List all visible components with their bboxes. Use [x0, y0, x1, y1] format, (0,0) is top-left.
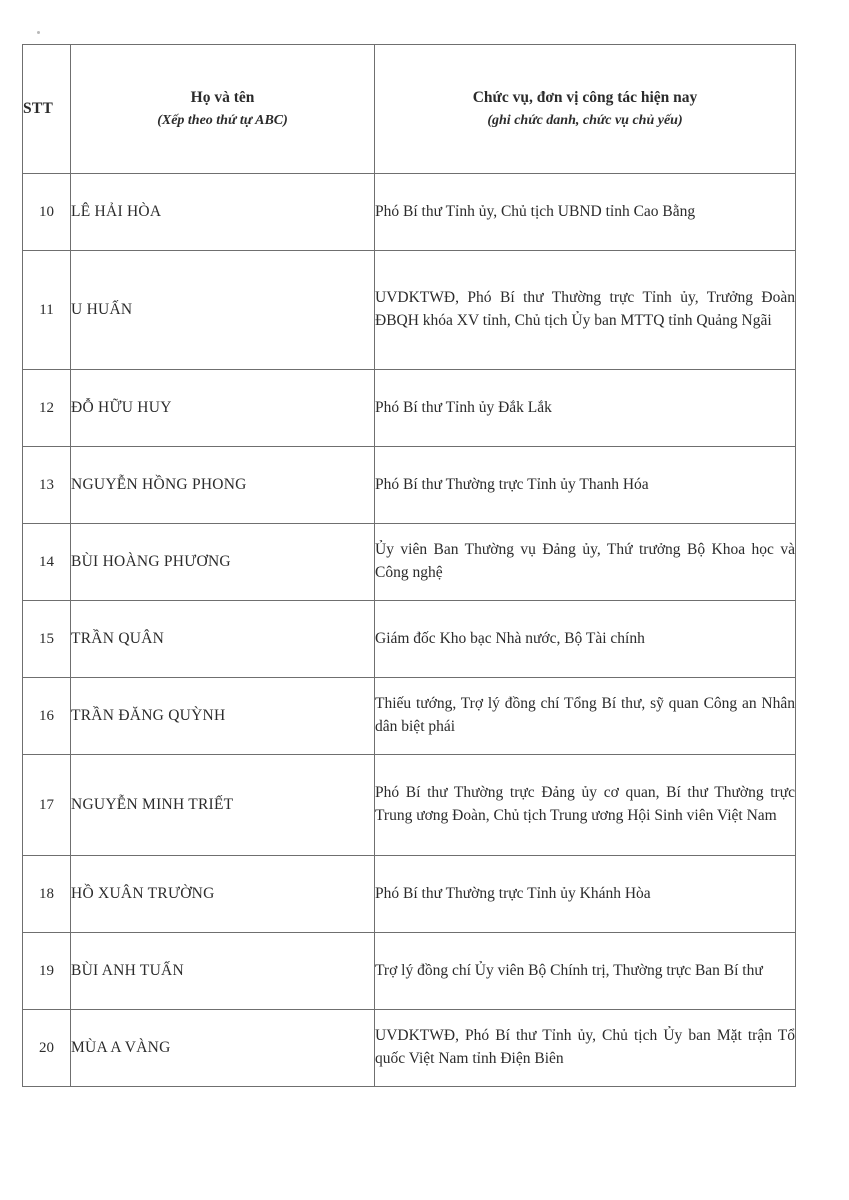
row-position: Thiếu tướng, Trợ lý đồng chí Tổng Bí thư, sỹ quan Công an Nhân dân biệt phái [375, 678, 796, 755]
table-row [23, 524, 796, 601]
row-position: Phó Bí thư Tỉnh ủy Đắk Lắk [375, 370, 796, 447]
row-name: BÙI HOÀNG PHƯƠNG [71, 524, 375, 601]
row-index: 10 [23, 174, 71, 251]
row-name: U HUẤN [71, 251, 375, 370]
column-header-name-title: Họ và tên [190, 88, 255, 106]
row-index: 11 [23, 251, 71, 370]
row-index: 16 [23, 678, 71, 755]
header-row [23, 45, 796, 174]
row-name: LÊ HẢI HÒA [71, 174, 375, 251]
row-name: NGUYỄN MINH TRIẾT [71, 755, 375, 856]
row-position: Trợ lý đồng chí Ủy viên Bộ Chính trị, Thường trực Ban Bí thư [375, 933, 796, 1010]
table-row [23, 933, 796, 1010]
table-row [23, 856, 796, 933]
row-position: UVDKTWĐ, Phó Bí thư Tỉnh ủy, Chủ tịch Ủy ban Mặt trận Tổ quốc Việt Nam tỉnh Điện Biên [375, 1010, 796, 1087]
column-header-name [71, 45, 375, 174]
row-index: 18 [23, 856, 71, 933]
table-row [23, 370, 796, 447]
row-index: 19 [23, 933, 71, 1010]
row-name: ĐỖ HỮU HUY [71, 370, 375, 447]
row-index: 13 [23, 447, 71, 524]
column-header-position-title: Chức vụ, đơn vị công tác hiện nay [472, 88, 698, 106]
row-name: TRẦN ĐĂNG QUỲNH [71, 678, 375, 755]
table-row [23, 251, 796, 370]
personnel-table [22, 44, 796, 1087]
table-row [23, 755, 796, 856]
row-position: Giám đốc Kho bạc Nhà nước, Bộ Tài chính [375, 601, 796, 678]
row-index: 12 [23, 370, 71, 447]
column-header-name-subtitle: (Xếp theo thứ tự ABC) [157, 112, 288, 128]
row-position: Phó Bí thư Thường trực Đảng ủy cơ quan, Bí thư Thường trực Trung ương Đoàn, Chủ tịch Trung ương Hội Sinh viên Việt Nam [375, 755, 796, 856]
table-row [23, 447, 796, 524]
row-index: 20 [23, 1010, 71, 1087]
row-position: Phó Bí thư Tỉnh ủy, Chủ tịch UBND tỉnh Cao Bằng [375, 174, 796, 251]
row-name: HỒ XUÂN TRƯỜNG [71, 856, 375, 933]
table-header [23, 45, 796, 174]
row-position: Phó Bí thư Thường trực Tỉnh ủy Khánh Hòa [375, 856, 796, 933]
column-header-position-subtitle: (ghi chức danh, chức vụ chủ yếu) [487, 112, 683, 128]
column-header-position [375, 45, 796, 174]
column-header-stt: STT [23, 45, 71, 174]
table-row [23, 174, 796, 251]
table-row [23, 601, 796, 678]
row-name: MÙA A VÀNG [71, 1010, 375, 1087]
scan-speck [37, 31, 40, 34]
row-name: TRẦN QUÂN [71, 601, 375, 678]
row-position: UVDKTWĐ, Phó Bí thư Thường trực Tỉnh ủy, Trưởng Đoàn ĐBQH khóa XV tỉnh, Chủ tịch Ủy ban MTTQ tỉnh Quảng Ngãi [375, 251, 796, 370]
row-index: 14 [23, 524, 71, 601]
table-row [23, 1010, 796, 1087]
row-position: Ủy viên Ban Thường vụ Đảng ủy, Thứ trưởng Bộ Khoa học và Công nghệ [375, 524, 796, 601]
row-index: 15 [23, 601, 71, 678]
table-row [23, 678, 796, 755]
row-index: 17 [23, 755, 71, 856]
row-name: BÙI ANH TUẤN [71, 933, 375, 1010]
row-name: NGUYỄN HỒNG PHONG [71, 447, 375, 524]
row-position: Phó Bí thư Thường trực Tỉnh ủy Thanh Hóa [375, 447, 796, 524]
table-body [23, 174, 796, 1087]
